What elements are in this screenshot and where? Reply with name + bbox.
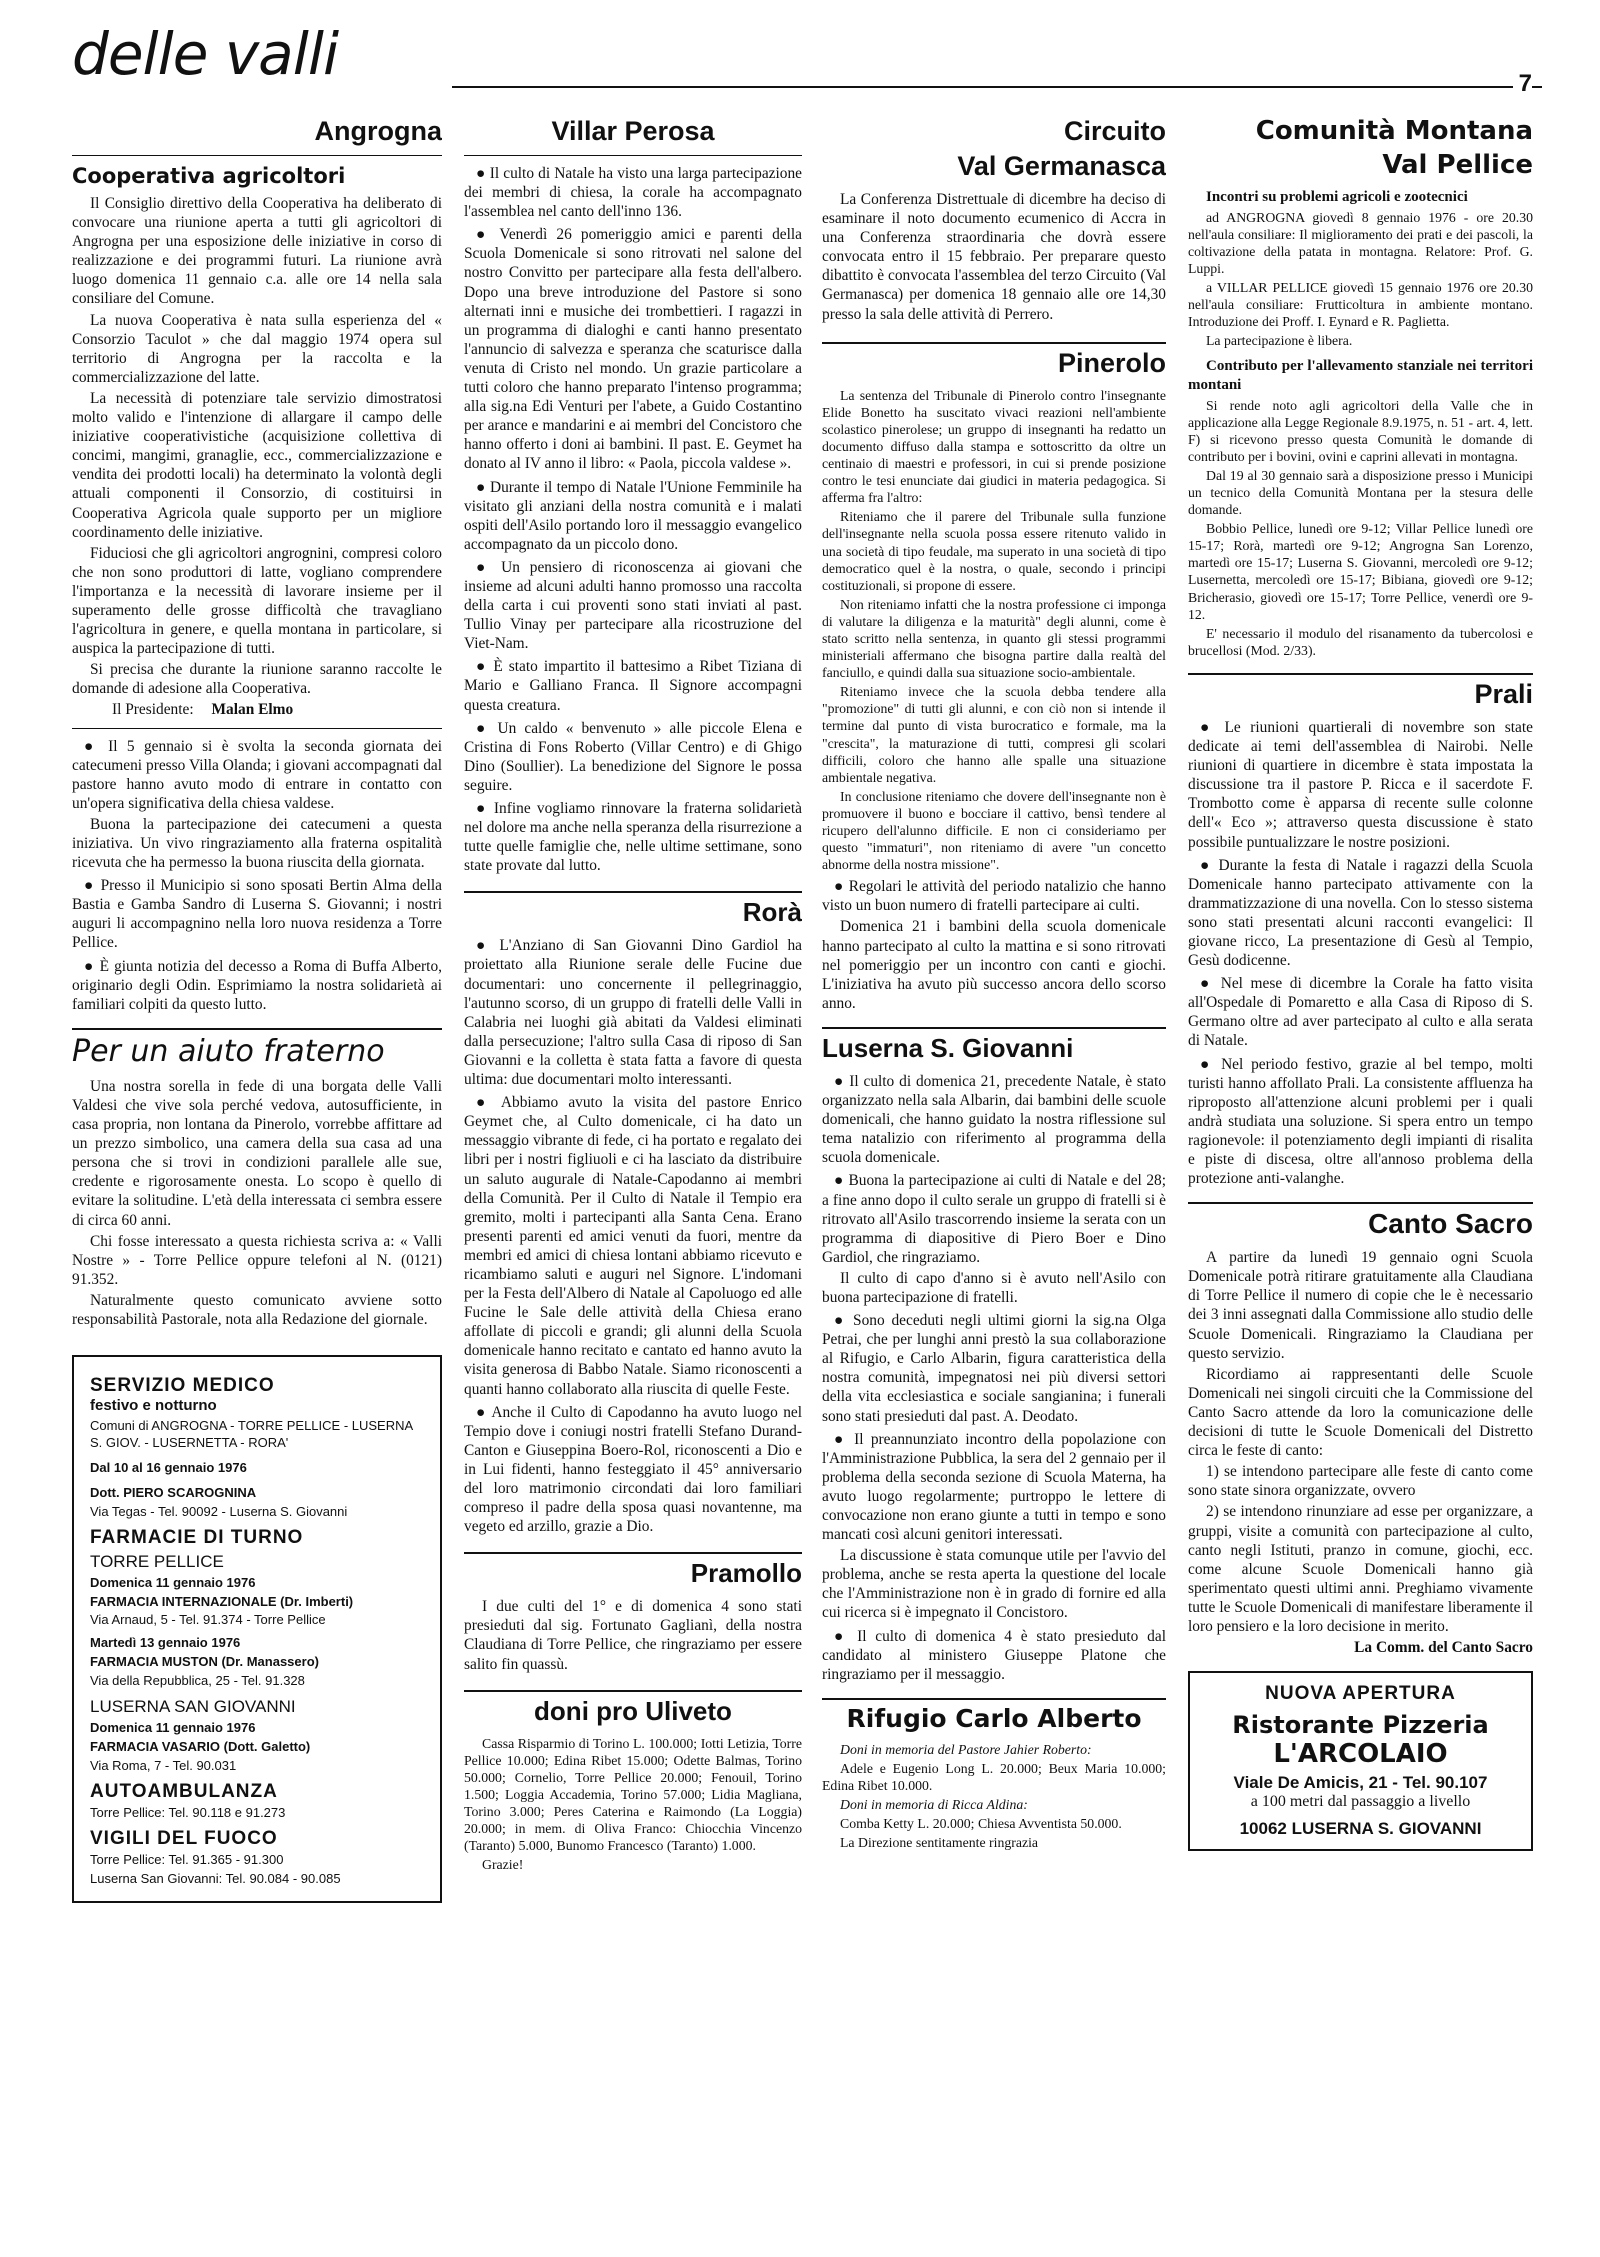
bullet-item: ● Buona la partecipazione ai culti di Natale e del 28; a fine anno dopo il culto serale un gruppo di fratelli si è ritrovato all'Asilo trascorrendo insieme la serata con un programma di diapositive di Piero Boer e Dino Gardiol, che ringraziamo. bbox=[822, 1172, 1166, 1266]
box-text: Domenica 11 gennaio 1976 bbox=[90, 1574, 256, 1590]
paragraph: Si rende noto agli agricoltori della Valle che in applicazione alla Legge Regionale 8.9.1975, n. 51 - art. 4, lett. F) si ricevono presso questa Comunità le domande di contributo per i bovini, ovini e caprini allevati in montagna. bbox=[1188, 397, 1533, 464]
box-title: FARMACIE DI TURNO bbox=[90, 1526, 304, 1548]
masthead-rule bbox=[452, 86, 1542, 88]
section-heading-pinerolo: Pinerolo bbox=[822, 342, 1166, 379]
column-3 bbox=[822, 112, 1166, 2252]
bullet-text: È stato impartito il battesimo a Ribet Tiziana di Mario e Galliano Franca. Il Signore accompagni questa creatura. bbox=[464, 658, 802, 714]
bullet-item: ● Un pensiero di riconoscenza ai giovani che insieme ad alcuni adulti hanno promosso una raccolta della carta i cui proventi sono stati inviati al past. Tullio Vinay per partecipare alla ricostruzione del Viet-Nam. bbox=[464, 558, 802, 653]
paragraph: In conclusione riteniamo che dovere dell'insegnante non è promuovere il buono e bocciare il cattivo, bensì tendere al ricupero dell'alunno difficile. E non ci consideriamo per questo "immaturi", non riteniamo di avere "un concetto abnorme della nostra missione". bbox=[822, 788, 1166, 873]
bullet-item: ● Anche il Culto di Capodanno ha avuto luogo nel Tempio dove i coniugi nostri fratelli Stefano Durand-Canton e Giuseppina Boero-Rol, riconoscenti a Dio e in Lui fidenti, hanno festeggiato il 45° anniversario del loro matrimonio circondati dai loro familiari compreso il padre della sposa quasi novantenne, ma vegeto ed arzillo, grazie a Dio. bbox=[464, 1403, 802, 1536]
bullet-text: Il culto di domenica 21, precedente Natale, è stato organizzato nella sala Albarin, dai bambini delle scuole domenicali, che hanno guidato la nostra riflessione sul tema natalizio con riferimento al programma della scuola domenicale. bbox=[822, 1072, 1166, 1167]
bullet-item: ● L'Anziano di San Giovanni Dino Gardiol ha proiettato alla Riunione serale delle Fucine due documentari: uno concernente il pellegrinaggio, l'autunno scorso, di un gruppo di fratelli delle Valli in Calabria nei luoghi già abitati da Valdesi eliminati dalla persecuzione; l'altro sulla Casa di riposo di San Giovanni e la colletta è stata fatta a favore di questa ultima: due documentari molto interessanti. bbox=[464, 937, 802, 1089]
paragraph: Doni in memoria del Pastore Jahier Roberto: bbox=[840, 1741, 1092, 1757]
bullet-item: ● Regolari le attività del periodo natalizio che hanno visto un buon numero di fratelli partecipare ai culti. bbox=[822, 878, 1166, 915]
paragraph: Riteniamo invece che la scuola debba tendere alla "promozione" di tutti gli alunni, e con ciò non si intende il termine dal punto di vista burocratico e formale, ma la "crescita", la maturazione di tutti, compresi gli scolari difficili, coloro che hanno alle spalle una situazione ambientale negativa. bbox=[822, 684, 1166, 785]
paragraph: E' necessario il modulo del risanamento da tubercolosi e brucellosi (Mod. 2/33). bbox=[1188, 625, 1533, 658]
box-title: SERVIZIO MEDICO bbox=[90, 1375, 275, 1397]
paragraph: Domenica 21 i bambini della scuola domenicale hanno partecipato al culto la mattina e si sono ritrovati nel pomeriggio per un incontro con canti e giochi. L'iniziativa ha avuto più successo ancora dello scorso anno. bbox=[822, 918, 1166, 1012]
ad-line: L'ARCOLAIO bbox=[1273, 1739, 1448, 1770]
paragraph: Naturalmente questo comunicato avviene sotto responsabilità Pastorale, nota alla Redazione del giornale. bbox=[72, 1291, 442, 1328]
subheading: Contributo per l'allevamento stanziale nei territori montani bbox=[1188, 358, 1533, 393]
paragraph: Doni in memoria di Ricca Aldina: bbox=[840, 1797, 1028, 1813]
section-heading-comunita-2: Val Pellice bbox=[1382, 150, 1533, 180]
section-heading-rifugio: Rifugio Carlo Alberto bbox=[822, 1698, 1166, 1733]
bullet-item: ● È giunta notizia del decesso a Roma di Buffa Alberto, originario degli Odin. Esprimiamo la nostra solidarietà ai familiari colpiti da questo lutto. bbox=[72, 957, 442, 1013]
bullet-item: ● Durante la festa di Natale i ragazzi della Scuola Domenicale hanno partecipato attivamente con la drammatizzazione di una novella. Con lo stesso sistema sono stati presentati alcuni racconti evangelici: Il giovane ricco, La presentazione di Gesù al Tempio, Gesù dodicenne. bbox=[1188, 856, 1533, 970]
paragraph: Dal 19 al 30 gennaio sarà a disposizione presso i Municipi un tecnico della Comunità Montana per la stesura delle domande. bbox=[1188, 467, 1533, 518]
signature: La Comm. del Canto Sacro bbox=[1354, 1639, 1533, 1657]
bullet-text: Buona la partecipazione ai culti di Natale e del 28; a fine anno dopo il culto serale un gruppo di fratelli si è ritrovato all'Asilo trascorrendo insieme la serata con un programma di diapositive di Piero Boer e Dino Gardiol, che ringraziamo. bbox=[822, 1172, 1166, 1266]
paragraph: Non riteniamo infatti che la nostra professione ci imponga di valutare la diligenza e la maturità" degli alunni, come è stato scritto nella sentenza, in quanto gli stessi programmi ministeriali affermano che bisogna partire dalla realtà del fanciullo, e quindi dalla sua situazione socio-ambientale. bbox=[822, 596, 1166, 681]
box-text: Via Arnaud, 5 - Tel. 91.374 - Torre Pellice bbox=[90, 1612, 326, 1628]
bullet-item: ● Abbiamo avuto la visita del pastore Enrico Geymet che, al Culto domenicale, ci ha dato un messaggio vibrante di fede, ci ha portato e regalato dei libri per i nostri figliuoli e ci ha lasciato da distribuire un saluto augurale di Natale-Capodanno ai membri della Comunità. Per il Culto di Natale il Tempio era gremito, molti i partecipanti alla Santa Cena. Erano presenti parenti ed amici venuti da fuori, mentre da membri ed amici di chiesa lontani abbiamo ricevuto e ricambiamo saluti e auguri nel Signore. L'indomani per la Festa dell'Albero di Natale al Capoluogo ed alle Fucine le Sale delle attività della Chiesa erano affollate di piccoli e grandi; gli alunni della Scuola domenicale hanno recitato e cantato ed hanno avuto la visita generosa di Babbo Natale. Siamo riconoscenti a quanti hanno collaborato alla riuscita di quelle Feste. bbox=[464, 1094, 802, 1398]
box-text: TORRE PELLICE bbox=[90, 1551, 224, 1571]
section-heading-pramollo: Pramollo bbox=[464, 1552, 802, 1589]
box-text: Via della Repubblica, 25 - Tel. 91.328 bbox=[90, 1673, 305, 1689]
paragraph: 1) se intendono partecipare alle feste di canto come sono state sinora organizzate, ovvero bbox=[1188, 1463, 1533, 1500]
bullet-text: Regolari le attività del periodo natalizio che hanno visto un buon numero di fratelli partecipare ai culti. bbox=[822, 878, 1166, 915]
section-heading-prali: Prali bbox=[1188, 673, 1533, 710]
paragraph: Adele e Eugenio Long L. 20.000; Beux Maria 10.000; Edina Ribet 10.000. bbox=[822, 1760, 1166, 1794]
bullet-item: ● Il 5 gennaio si è svolta la seconda giornata dei catecumeni presso Villa Olanda; i giovani accompagnati dal pastore hanno avuto modo di entrare in contatto con un'opera significativa della chiesa valdese. bbox=[72, 737, 442, 812]
bullet-item: ● Le riunioni quartierali di novembre son state dedicate ai temi dell'assemblea di Nairobi. Nelle riunioni di quartiere in dicembre è stata impostata la discussione tra il pastore P. Ricca e il sacerdote F. Trombotto come è apparsa di recente sulle colonne dell'« Eco »; attraverso questa discussione è stato possibile puntualizzare le nostre posizioni. bbox=[1188, 718, 1533, 851]
box-text: Dal 10 al 16 gennaio 1976 bbox=[90, 1459, 247, 1475]
box-text: Via Roma, 7 - Tel. 90.031 bbox=[90, 1757, 237, 1773]
paragraph: Ricordiamo ai rappresentanti delle Scuole Domenicali nei singoli circuiti che la Commissione del Canto Sacro attende da loro la comunicazione delle decisioni di tutte le Scuole Domenicali del Distretto circa le feste di canto: bbox=[1188, 1365, 1533, 1460]
section-heading-comunita: Comunità Montana bbox=[1255, 116, 1533, 146]
article-title-cooperativa: Cooperativa agricoltori bbox=[72, 164, 346, 188]
section-heading-luserna: Luserna S. Giovanni bbox=[822, 1027, 1166, 1064]
paragraph: ad ANGROGNA giovedì 8 gennaio 1976 - ore 20.30 nell'aula consiliare: Il miglioramento dei prati e dei pascoli, la coltivazione della patata in montagna. Relatore: Prof. G. Luppi. bbox=[1188, 209, 1533, 276]
divider bbox=[72, 728, 442, 729]
bullet-item: ● È stato impartito il battesimo a Ribet Tiziana di Mario e Galliano Franca. Il Signore accompagni questa creatura. bbox=[464, 658, 802, 714]
bullet-text: Nel mese di dicembre la Corale ha fatto visita all'Ospedale di Pomaretto e alla Casa di Riposo di S. Germano oltre ad aver partecipato al culto e alla serata di Natale. bbox=[1188, 975, 1533, 1050]
bullet-text: Sono deceduti negli ultimi giorni la sig.na Olga Petrai, che per lunghi anni prestò la sua collaborazione al Rifugio, e Carlo Albarin, figura caratteristica della nostra comunità, impegnatosi nei più diversi settori della vita ecclesiastica e sociale sangianina; i funerali sono stati presieduti dal past. A. Deodato. bbox=[822, 1312, 1166, 1425]
bullet-text: Infine vogliamo rinnovare la fraterna solidarietà nel dolore ma anche nella speranza della risurrezione a tutte quelle famiglie che, nelle ultime settimane, sono state provate dal lutto. bbox=[464, 800, 802, 875]
paragraph: I due culti del 1° e di domenica 4 sono stati presieduti dal sig. Fortunato Gaglianì, della nostra Claudiana di Torre Pellice, che ringraziamo per essere salito fin quassù. bbox=[464, 1598, 802, 1673]
bullet-item: ● Nel mese di dicembre la Corale ha fatto visita all'Ospedale di Pomaretto e alla Casa di Riposo di S. Germano oltre ad aver partecipato al culto e alla serata di Natale. bbox=[1188, 975, 1533, 1050]
bullet-item: ● Un caldo « benvenuto » alle piccole Elena e Cristina di Fons Roberto (Villar Centro) e di Ghigo Dino (Soullier). La benedizione del Signore le possa seguire. bbox=[464, 719, 802, 794]
paragraph: a VILLAR PELLICE giovedì 15 gennaio 1976 ore 20.30 nell'aula consiliare: Frutticoltura in ambiente montano. Introduzione dei Proff. I. Eynard e R. Paglietta. bbox=[1188, 279, 1533, 330]
section-heading-villar: Villar Perosa bbox=[551, 116, 715, 146]
bullet-item: ● Presso il Municipio si sono sposati Bertin Alma della Bastia e Gamba Sandro di Luserna S. Giovanni; i nostri auguri li accompagnino nella loro nuova residenza a Torre Pellice. bbox=[72, 877, 442, 952]
bullet-text: Nel periodo festivo, grazie al bel tempo, molti turisti hanno affollato Prali. La consistente affluenza ha riproposto all'attenzione alcuni problemi per i quali andrà studiata una soluzione. Si spera entro un tempo ragionevole: il potenziamento degli impianti di risalita e piste di discesa, oltre all'annoso problema della protezione anti-valanghe. bbox=[1188, 1055, 1533, 1188]
paragraph: La Direzione sentitamente ringrazia bbox=[840, 1835, 1039, 1851]
box-text: Dott. PIERO SCAROGNINA bbox=[90, 1484, 257, 1500]
ad-line: NUOVA APERTURA bbox=[1265, 1683, 1456, 1705]
bullet-text: Un pensiero di riconoscenza ai giovani che insieme ad alcuni adulti hanno promosso una raccolta della carta i cui proventi sono stati inviati al past. Tullio Vinay per partecipare alla ricostruzione del Viet-Nam. bbox=[464, 558, 802, 653]
box-title: VIGILI DEL FUOCO bbox=[90, 1827, 278, 1849]
paragraph: La sentenza del Tribunale di Pinerolo contro l'insegnante Elide Bonetto ha suscitato vivaci reazioni nell'ambiente scolastico pinerolese; un gruppo di insegnanti ha redatto un documento diffuso dalla stampa e sottoscritto da oltre un centinaio di maestri e professori, in cui si prende posizione contro le tesi enunciate dai giudici in materia pedagogica. Si afferma fra l'altro: bbox=[822, 387, 1166, 506]
paragraph: La partecipazione è libera. bbox=[1206, 333, 1353, 349]
article-title-aiuto: Per un aiuto fraterno bbox=[72, 1033, 385, 1069]
bullet-item: ● Sono deceduti negli ultimi giorni la sig.na Olga Petrai, che per lunghi anni prestò la sua collaborazione al Rifugio, e Carlo Albarin, figura caratteristica della nostra comunità, impegnatosi nei più diversi settori della vita ecclesiastica e sociale sangianina; i funerali sono stati presieduti dal past. A. Deodato. bbox=[822, 1312, 1166, 1425]
medical-service-box bbox=[72, 1355, 442, 1903]
section-heading-angrogna: Angrogna bbox=[314, 116, 442, 146]
bullet-item: ● Venerdì 26 pomeriggio amici e parenti della Scuola Domenicale si sono ritrovati nel salone del nostro Convitto per partecipare alla festa dell'albero. Dopo una breve introduzione del Pastore si sono alternati inni e musiche dei trombettieri. I ragazzi in un programma di dialoghi e canti hanno presentato l'annuncio di salvezza e speranza che scaturisce dalla venuta di Cristo nel mondo. Un grazie particolare a tutti coloro che hanno preparato l'intenso programma; alla sig.na Edi Venturi per l'abete, a Guido Costantino per arance e mandarini e ai membri del Concistoro che hanno offerto i doni ai bambini. Il past. E. Geymet ha donato al IV anno il libro: « Paola, piccola valdese ». bbox=[464, 226, 802, 473]
paragraph: Una nostra sorella in fede di una borgata delle Valli Valdesi che vive sola perché vedova, autosufficiente, in casa propria, non lontana da Pinerolo, vorrebbe affittare ad un prezzo simbolico, una camera della sua casa ad una persona che si trovi in condizioni parallele alle sue, credente e rigorosamente onesta. Lo scopo è quello di evitare la solitudine. L'età della interessata ci sembra essere di circa 60 anni. bbox=[72, 1077, 442, 1229]
box-text: FARMACIA INTERNAZIONALE (Dr. Imberti) bbox=[90, 1593, 354, 1609]
masthead bbox=[72, 20, 1532, 105]
divider bbox=[464, 155, 802, 156]
section-heading-canto: Canto Sacro bbox=[1188, 1202, 1533, 1240]
bullet-text: Presso il Municipio si sono sposati Bertin Alma della Bastia e Gamba Sandro di Luserna S. Giovanni; i nostri auguri li accompagnino nella loro nuova residenza a Torre Pellice. bbox=[72, 877, 442, 952]
section-heading-circuito-2: Val Germanasca bbox=[957, 151, 1166, 181]
paragraph: La discussione è stata comunque utile per l'avvio del problema, anche se resta aperta la questione del locale che l'Amministrazione non è in grado di fornire ed alla cui ricerca si è impegnato il Concistoro. bbox=[822, 1547, 1166, 1622]
box-text: Martedì 13 gennaio 1976 bbox=[90, 1635, 241, 1651]
section-heading-uliveto: doni pro Uliveto bbox=[464, 1690, 802, 1727]
paragraph: Il Consiglio direttivo della Cooperativa ha deliberato di convocare una riunione aperta a tutti gli agricoltori di Angrogna per una esposizione delle iniziative in corso di realizzazione e dei programmi futuri. La riunione avrà luogo domenica 11 gennaio c.a. alle ore 14 nella sala consiliare del Comune. bbox=[72, 195, 442, 308]
box-text: FARMACIA VASARIO (Dott. Galetto) bbox=[90, 1738, 311, 1754]
bullet-item: ● Il culto di Natale ha visto una larga partecipazione dei membri di chiesa, la corale ha accompagnato l'assemblea nel canto dell'inno 136. bbox=[464, 165, 802, 221]
box-text: FARMACIA MUSTON (Dr. Manassero) bbox=[90, 1654, 319, 1670]
bullet-text: L'Anziano di San Giovanni Dino Gardiol ha proiettato alla Riunione serale delle Fucine due documentari: uno concernente il pellegrinaggio, l'autunno scorso, di un gruppo di fratelli delle Valli in Calabria nei luoghi già abitati da Valdesi eliminati dalla persecuzione; l'altro sulla Casa di riposo di San Giovanni e la colletta è stata fatta a favore di questa ultima: due documentari molto interessanti. bbox=[464, 937, 802, 1089]
ad-line: Viale De Amicis, 21 - Tel. 90.107 bbox=[1233, 1773, 1488, 1793]
paragraph: A partire da lunedì 19 gennaio ogni Scuola Domenicale potrà ritirare gratuitamente alla Claudiana di Torre Pellice il numero di copie che le è necessario dei 3 inni assegnati dalla Commissione allo studio delle Scuole Domenicali. Ringraziamo la Claudiana per questo servizio. bbox=[1188, 1249, 1533, 1362]
paragraph: Bobbio Pellice, lunedì ore 9-12; Villar Pellice lunedì ore 15-17; Rorà, martedì ore 9-12; Angrogna San Lorenzo, martedì ore 15-17; Luserna S. Giovanni, mercoledì ore 9-12; Lusernetta, mercoledì ore 15-17; Bibiana, giovedì ore 9-12; Bricherasio, giovedì ore 15-17; Torre Pellice, venerdì ore 9-12. bbox=[1188, 521, 1533, 622]
signature-label: Il Presidente: bbox=[112, 701, 194, 719]
section-heading-circuito: Circuito bbox=[1063, 116, 1166, 146]
section-heading-rora: Rorà bbox=[464, 891, 802, 928]
bullet-text: Il culto di Natale ha visto una larga partecipazione dei membri di chiesa, la corale ha accompagnato l'assemblea nel canto dell'inno 136. bbox=[464, 165, 802, 221]
bullet-item: ● Nel periodo festivo, grazie al bel tempo, molti turisti hanno affollato Prali. La consistente affluenza ha riproposto all'attenzione alcuni problemi per i quali andrà studiata una soluzione. Si spera entro un tempo ragionevole: il potenziamento degli impianti di risalita e piste di discesa, oltre all'annoso problema della protezione anti-valanghe. bbox=[1188, 1055, 1533, 1188]
restaurant-ad bbox=[1188, 1671, 1533, 1851]
bullet-text: Abbiamo avuto la visita del pastore Enrico Geymet che, al Culto domenicale, ci ha dato un messaggio vibrante di fede, ci ha portato e regalato dei libri per i nostri figliuoli e ci ha lasciato da distribuire un saluto augurale di Natale-Capodanno ai membri della Comunità. Per il Culto di Natale il Tempio era gremito, molti i partecipanti alla Santa Cena. Erano presenti parenti ed amici venuti da fuori, mentre da membri ed amici di chiesa lontani abbiamo ricevuto e ricambiamo saluti e auguri nel Signore. L'indomani per la Festa dell'Albero di Natale al Capoluogo ed alle Fucine le Sale delle attività della Chiesa erano affollate di piccoli e grandi; gli alunni della Scuola domenicale hanno recitato e cantato ed hanno avuto la visita generosa di Babbo Natale. Siamo riconoscenti a quanti hanno collaborato alla riuscita di quelle Feste. bbox=[464, 1094, 802, 1398]
bullet-text: Durante il tempo di Natale l'Unione Femminile ha visitato gli anziani della nostra comunità e i malati ospiti dell'Asilo portando loro il messaggio evangelico accompagnato da un piccolo dono. bbox=[464, 478, 802, 553]
paragraph: Cassa Risparmio di Torino L. 100.000; Iotti Letizia, Torre Pellice 10.000; Edina Ribet 15.000; Odette Balmas, Torino 50.000; Cornelio, Torre Pellice 20.000; Fenouil, Torino 1.500; Loggia Accademia, Torino 57.000; Lidia Magliana, Torino 3.000; Peres Caterina e Raimondo (La Loggia) 20.000; in mem. di Oliva Franco: Chiocchia Vincenzo (Taranto) 5.000, Bunomo Francesco (Taranto) 1.000. bbox=[464, 1735, 802, 1854]
bullet-text: È giunta notizia del decesso a Roma di Buffa Alberto, originario degli Odin. Esprimiamo la nostra solidarietà ai familiari colpiti da questo lutto. bbox=[72, 957, 442, 1013]
paragraph: Buona la partecipazione dei catecumeni a questa iniziativa. Un vivo ringraziamento alla fraterna ospitalità ricevuta che ha permesso la buona riuscita della giornata. bbox=[72, 815, 442, 872]
bullet-text: Le riunioni quartierali di novembre son state dedicate ai temi dell'assemblea di Nairobi. Nelle riunioni di quartiere in dicembre è stata impostata la discussione tra il pastore P. Ricca e il sacerdote F. Trombotto come è apparsa di recente sulle colonne dell'« Eco »; attraverso questa discussione è stato possibile puntualizzare le nostre posizioni. bbox=[1188, 718, 1533, 851]
box-text: Comuni di ANGROGNA - TORRE PELLICE - LUSERNA S. GIOV. - LUSERNETTA - RORA' bbox=[90, 1418, 413, 1450]
divider bbox=[72, 155, 442, 156]
bullet-item: ● Il preannunziato incontro della popolazione con l'Amministrazione Pubblica, la sera del 2 gennaio per il problema della seconda sezione di Scuola Materna, ha avuto luogo regolarmente; purtroppo le lettere di convocazione non erano giunte a tutti in tempo e sono mancati così alcuni genitori interessati. bbox=[822, 1430, 1166, 1544]
column-1 bbox=[72, 112, 442, 2252]
column-4 bbox=[1188, 112, 1533, 2252]
paragraph: Comba Ketty L. 20.000; Chiesa Avventista 50.000. bbox=[840, 1816, 1122, 1832]
box-text: Domenica 11 gennaio 1976 bbox=[90, 1720, 256, 1736]
paragraph: La nuova Cooperativa è nata sulla esperienza del « Consorzio Taculot » che dal maggio 1974 opera sul territorio di Angrogna per la raccolta e la commercializzazione del latte. bbox=[72, 311, 442, 386]
box-subtitle: festivo e notturno bbox=[90, 1397, 217, 1415]
bullet-text: Anche il Culto di Capodanno ha avuto luogo nel Tempio dove i coniugi nostri fratelli Stefano Durand-Canton e Giuseppina Boero-Rol, riconoscenti a Dio e in Lui fidenti, hanno festeggiato il 45° anniversario del loro matrimonio circondati dai loro familiari compreso il padre della sposa quasi novantenne, ma vegeto ed arzillo, grazie a Dio. bbox=[464, 1403, 802, 1536]
paragraph: 2) se intendono rinunziare ad esse per organizzare, a gruppi, visite a comunità con partecipazione al culto, canto negli Istituti, pranzo in comune, giochi, ecc. come alcune Scuole Domenicali hanno già sperimentato questi ultimi anni. Preghiamo vivamente tutte le Scuole Domenicali di manifestare liberamente il loro pensiero e la loro decisione in merito. bbox=[1188, 1503, 1533, 1635]
ad-line: Ristorante Pizzeria bbox=[1232, 1711, 1489, 1740]
subheading: Incontri su problemi agricoli e zootecnici bbox=[1206, 189, 1468, 205]
box-text: Via Tegas - Tel. 90092 - Luserna S. Giovanni bbox=[90, 1503, 348, 1519]
paragraph: La necessità di potenziare tale servizio dimostratosi molto valido e l'intenzione di allargare il campo delle iniziative cooperativistiche (acquisizione collettiva di concimi, mangimi, granaglie, ecc., commercializzazione e vendita dei prodotti locali) ha determinato la volontà degli attuali componenti il Consorzio, di costituirsi in Cooperativa Agricola quale supporto per un migliore coordinamento delle iniziative. bbox=[72, 389, 442, 541]
bullet-item: ● Durante il tempo di Natale l'Unione Femminile ha visitato gli anziani della nostra comunità e i malati ospiti dell'Asilo portando loro il messaggio evangelico accompagnato da un piccolo dono. bbox=[464, 478, 802, 553]
paragraph: Fiduciosi che gli agricoltori angrognini, compresi coloro che non sono produttori di latte, vogliano comprendere l'importanza e la necessità di lavorare insieme per il superamento delle grosse difficoltà che travagliano l'agricoltura in genere, e quella montana in particolare, si auspica la partecipazione di tutti. bbox=[72, 544, 442, 658]
bullet-text: Il preannunziato incontro della popolazione con l'Amministrazione Pubblica, la sera del 2 gennaio per il problema della seconda sezione di Scuola Materna, ha avuto luogo regolarmente; purtroppo le lettere di convocazione non erano giunte a tutti in tempo e sono mancati così alcuni genitori interessati. bbox=[822, 1430, 1166, 1544]
bullet-text: Durante la festa di Natale i ragazzi della Scuola Domenicale hanno partecipato attivamente con la drammatizzazione di una novella. Con lo stesso sistema sono stati presentati alcuni racconti evangelici: Il giovane ricco, La presentazione di Gesù al Tempio, Gesù dodicenne. bbox=[1188, 856, 1533, 970]
paragraph: Il culto di capo d'anno si è avuto nell'Asilo con buona partecipazione di fratelli. bbox=[822, 1269, 1166, 1306]
paragraph: Riteniamo che il parere del Tribunale sulla funzione dell'insegnante nella scuola possa essere ritenuto valido in una società di tipo feudale, ma superato in una società di tipo democratico quel è la nostra, o quale, secondo i principi costituzionali, si propone di essere. bbox=[822, 509, 1166, 593]
bullet-item: ● Il culto di domenica 4 è stato presieduto dal candidato al ministero Giuseppe Platone che ringraziamo per il messaggio. bbox=[822, 1627, 1166, 1683]
bullet-text: Un caldo « benvenuto » alle piccole Elena e Cristina di Fons Roberto (Villar Centro) e di Ghigo Dino (Soullier). La benedizione del Signore le possa seguire. bbox=[464, 719, 802, 794]
ad-line: a 100 metri dal passaggio a livello bbox=[1250, 1793, 1471, 1811]
box-text: Torre Pellice: Tel. 90.118 e 91.273 bbox=[90, 1804, 286, 1820]
masthead-title: delle valli bbox=[72, 20, 339, 88]
paragraph: Chi fosse interessato a questa richiesta scriva a: « Valli Nostre » - Torre Pellice oppure telefoni al N. (0121) 91.352. bbox=[72, 1232, 442, 1288]
paragraph: Grazie! bbox=[482, 1857, 524, 1873]
page-number: 7 bbox=[1513, 70, 1532, 98]
column-2 bbox=[464, 112, 802, 2252]
signature bbox=[72, 700, 442, 719]
box-text: Luserna San Giovanni: Tel. 90.084 - 90.085 bbox=[90, 1870, 341, 1886]
box-title: AUTOAMBULANZA bbox=[90, 1780, 278, 1802]
bullet-text: Venerdì 26 pomeriggio amici e parenti della Scuola Domenicale si sono ritrovati nel salone del nostro Convitto per partecipare alla festa dell'albero. Dopo una breve introduzione del Pastore si sono alternati inni e musiche dei trombettieri. I ragazzi in un programma di dialoghi e canti hanno presentato l'annuncio di salvezza e speranza che scaturisce dalla venuta di Cristo nel mondo. Un grazie particolare a tutti coloro che hanno preparato l'intenso programma; alla sig.na Edi Venturi per l'abete, a Guido Costantino per arance e mandarini e ai membri del Concistoro che hanno offerto i doni ai bambini. Il past. E. Geymet ha donato al IV anno il libro: « Paola, piccola valdese ». bbox=[464, 226, 802, 473]
bullet-text: Il culto di domenica 4 è stato presieduto dal candidato al ministero Giuseppe Platone che ringraziamo per il messaggio. bbox=[822, 1627, 1166, 1683]
bullet-item: ● Il culto di domenica 21, precedente Natale, è stato organizzato nella sala Albarin, dai bambini delle scuole domenicali, che hanno guidato la nostra riflessione sul tema natalizio con riferimento al programma della scuola domenicale. bbox=[822, 1072, 1166, 1167]
paragraph: La Conferenza Distrettuale di dicembre ha deciso di esaminare il noto documento ecumenico di Accra in una Conferenza straordinaria che dovrà essere convocata entro il 15 febbraio. Per preparare questo dibattito è convocata l'assemblea del terzo Circuito (Val Germanasca) per domenica 18 gennaio alle ore 14,30 presso la sala delle attività di Perrero. bbox=[822, 191, 1166, 323]
bullet-item: ● Infine vogliamo rinnovare la fraterna solidarietà nel dolore ma anche nella speranza della risurrezione a tutte quelle famiglie che, nelle ultime settimane, sono state provate dal lutto. bbox=[464, 800, 802, 875]
bullet-text: Il 5 gennaio si è svolta la seconda giornata dei catecumeni presso Villa Olanda; i giovani accompagnati dal pastore hanno avuto modo di entrare in contatto con un'opera significativa della chiesa valdese. bbox=[72, 737, 442, 812]
paragraph: Si precisa che durante la riunione saranno raccolte le domande di adesione alla Cooperativa. bbox=[72, 661, 442, 698]
ad-line: 10062 LUSERNA S. GIOVANNI bbox=[1239, 1819, 1482, 1839]
box-text: LUSERNA SAN GIOVANNI bbox=[90, 1696, 296, 1716]
signature-name: Malan Elmo bbox=[211, 701, 294, 719]
box-text: Torre Pellice: Tel. 91.365 - 91.300 bbox=[90, 1851, 284, 1867]
